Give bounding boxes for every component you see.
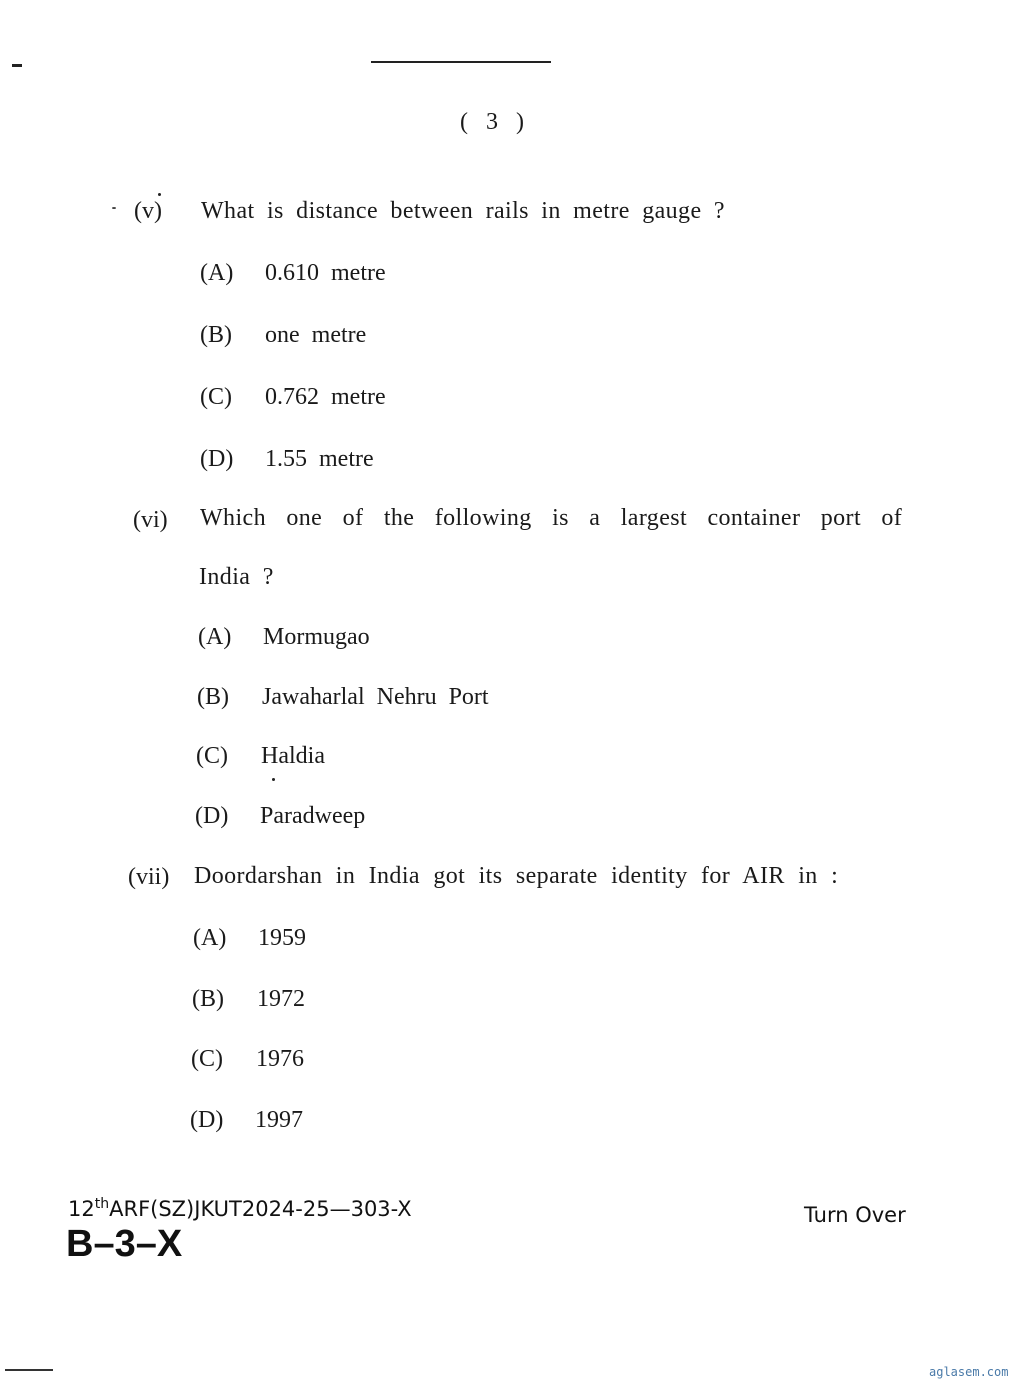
paper-code-rest: ARF(SZ)JKUT2024-25—303-X: [109, 1197, 412, 1221]
question-text-continued: India ?: [199, 564, 274, 590]
question-number: (vi): [133, 507, 168, 533]
paper-code-superscript: th: [94, 1196, 110, 1212]
option-text: Haldia: [261, 743, 325, 769]
option-text: 1.55 metre: [265, 446, 374, 472]
option-text: Mormugao: [263, 624, 370, 650]
series-code: B–3–X: [66, 1223, 183, 1265]
option-letter: (D): [195, 803, 229, 829]
scan-speck: [112, 207, 116, 209]
option-letter: (C): [191, 1046, 223, 1072]
top-rule: [371, 61, 551, 63]
option-text: 0.762 metre: [265, 384, 386, 410]
question-text: Doordarshan in India got its separate identity for AIR in :: [194, 863, 839, 889]
option-letter: (C): [196, 743, 228, 769]
paper-code-prefix: 12: [68, 1197, 95, 1221]
option-text: Jawaharlal Nehru Port: [262, 684, 489, 710]
option-text: 1976: [256, 1046, 304, 1072]
option-text: one metre: [265, 322, 367, 348]
option-text: 1997: [255, 1107, 303, 1133]
option-text: 0.610 metre: [265, 260, 386, 286]
scan-speck: [158, 193, 161, 196]
corner-mark-bottom: [5, 1369, 53, 1371]
watermark: aglasem.com: [929, 1365, 1009, 1379]
option-text: Paradweep: [260, 803, 366, 829]
option-text: 1959: [258, 925, 306, 951]
question-number: (vii): [128, 864, 170, 890]
option-letter: (A): [200, 260, 234, 286]
option-letter: (B): [192, 986, 224, 1012]
option-letter: (A): [198, 624, 232, 650]
option-letter: (B): [200, 322, 232, 348]
scan-speck: [272, 778, 275, 781]
option-letter: (D): [190, 1107, 224, 1133]
option-letter: (B): [197, 684, 229, 710]
question-text: Which one of the following is a largest container port of: [200, 505, 903, 531]
turn-over-label: Turn Over: [804, 1203, 906, 1227]
corner-mark: [12, 64, 22, 67]
page-number: ( 3 ): [460, 109, 530, 135]
question-text: What is distance between rails in metre gauge ?: [201, 198, 725, 224]
option-text: 1972: [257, 986, 305, 1012]
option-letter: (C): [200, 384, 232, 410]
question-number: (v): [134, 198, 162, 224]
paper-code: [68, 1196, 412, 1221]
option-letter: (D): [200, 446, 234, 472]
option-letter: (A): [193, 925, 227, 951]
